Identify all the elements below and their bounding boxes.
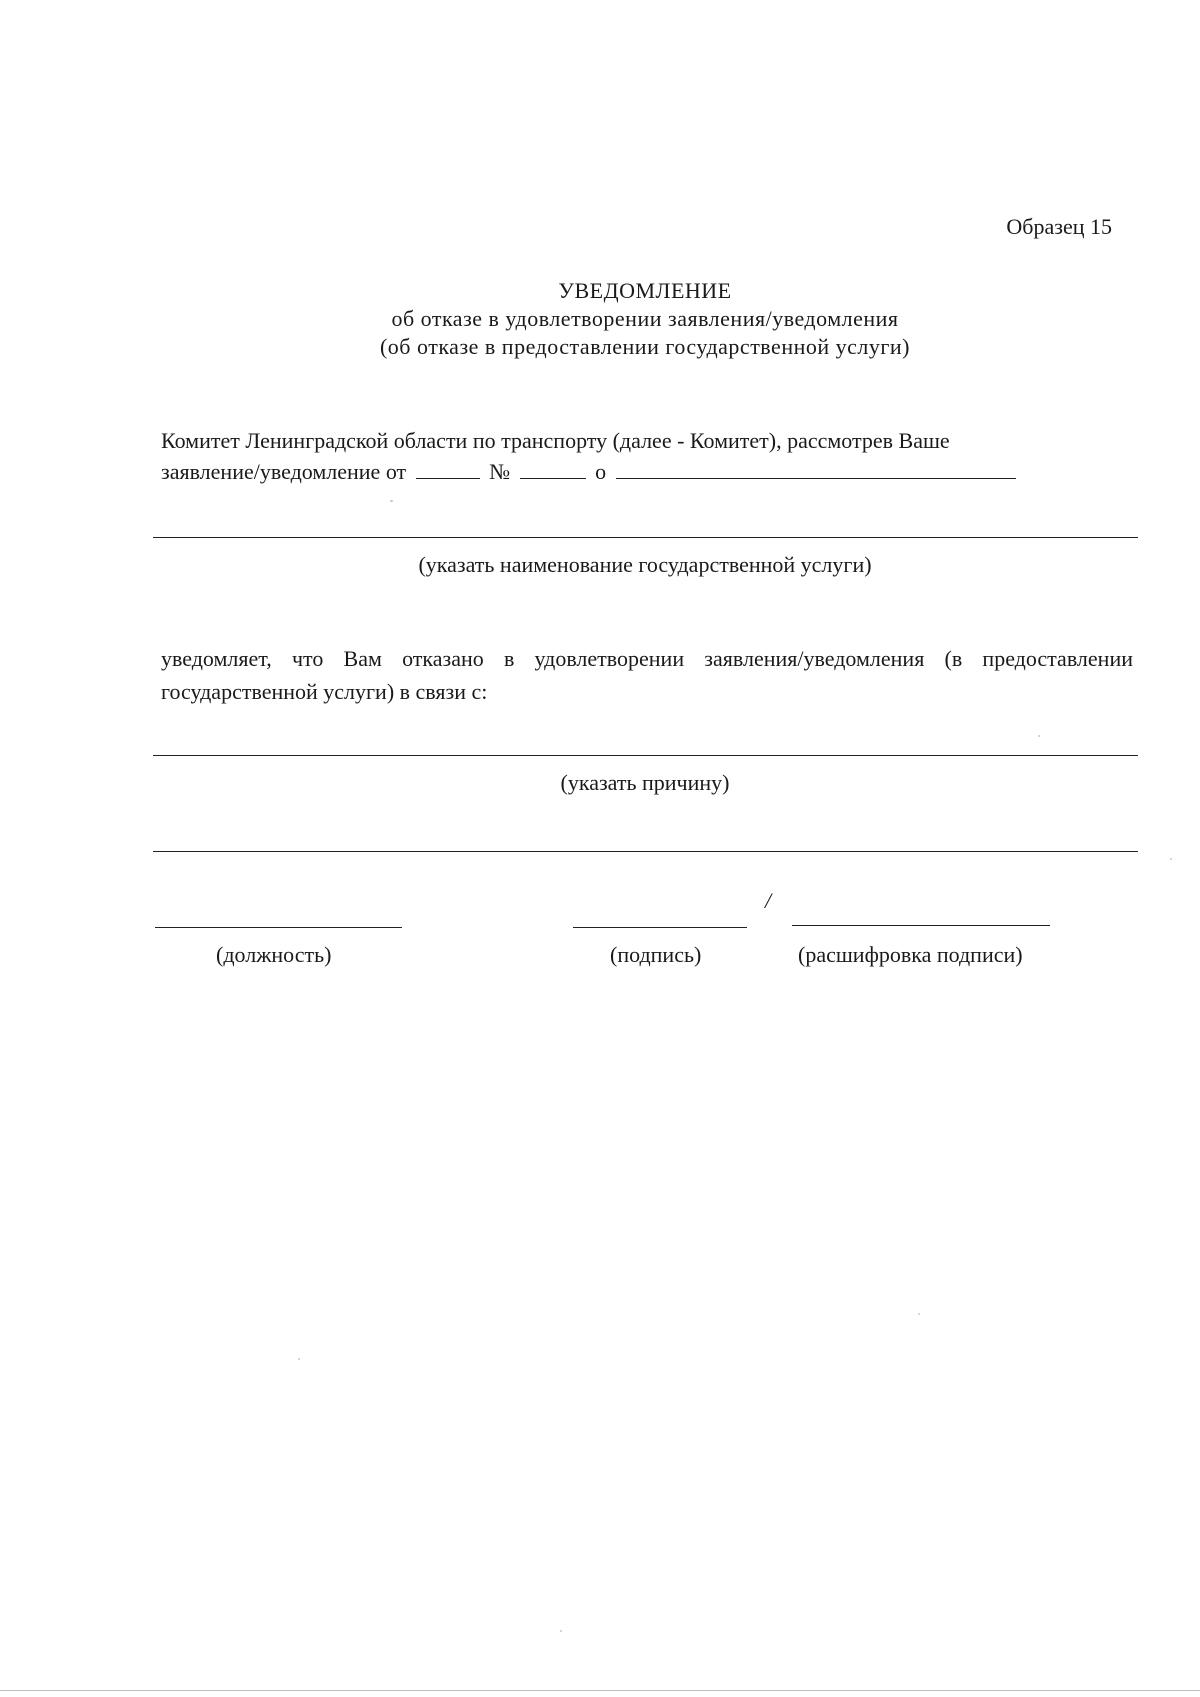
document-subtitle-note: (об отказе в предоставлении государственной услуги) <box>379 334 911 359</box>
refusal-reason-field-extra[interactable] <box>153 851 1138 852</box>
refusal-reason-hint: (указать причину) <box>560 770 730 795</box>
scan-speck <box>918 1313 920 1315</box>
service-name-field[interactable] <box>153 537 1138 538</box>
intro-line-2-prefix: заявление/уведомление от <box>161 459 407 484</box>
position-caption: (должность) <box>216 942 332 967</box>
refusal-reason-field[interactable] <box>153 755 1138 756</box>
sample-label: Образец 15 <box>1006 214 1112 239</box>
scan-speck <box>298 1358 300 1360</box>
application-number-field[interactable] <box>520 458 586 479</box>
notification-text: уведомляет, что Вам отказано в удовлетворении заявления/уведомления (в предоставлении государственной услуги) в связи с: <box>161 646 1133 704</box>
scan-edge <box>0 1690 1200 1691</box>
application-date-field[interactable] <box>416 458 480 479</box>
signature-separator: / <box>765 888 772 913</box>
position-field[interactable] <box>155 927 402 928</box>
signature-field[interactable] <box>573 927 747 928</box>
scan-speck <box>1170 858 1172 860</box>
scan-speck <box>560 1630 562 1632</box>
signature-decryption-field[interactable] <box>792 925 1050 926</box>
about-word: о <box>595 459 607 484</box>
scan-speck <box>390 500 393 502</box>
number-sign: № <box>489 459 511 484</box>
scan-speck <box>1038 735 1040 737</box>
document-title: УВЕДОМЛЕНИЕ <box>558 278 732 303</box>
signature-decryption-caption: (расшифровка подписи) <box>798 942 1023 967</box>
document-subtitle: об отказе в удовлетворении заявления/уведомления <box>391 306 899 331</box>
service-name-hint: (указать наименование государственной услуги) <box>418 552 872 577</box>
intro-line-1: Комитет Ленинградской области по транспорту (далее - Комитет), рассмотрев Ваше <box>161 428 950 453</box>
signature-caption: (подпись) <box>610 942 702 967</box>
intro-line-2 <box>161 458 1020 485</box>
application-subject-field[interactable] <box>616 458 1016 479</box>
